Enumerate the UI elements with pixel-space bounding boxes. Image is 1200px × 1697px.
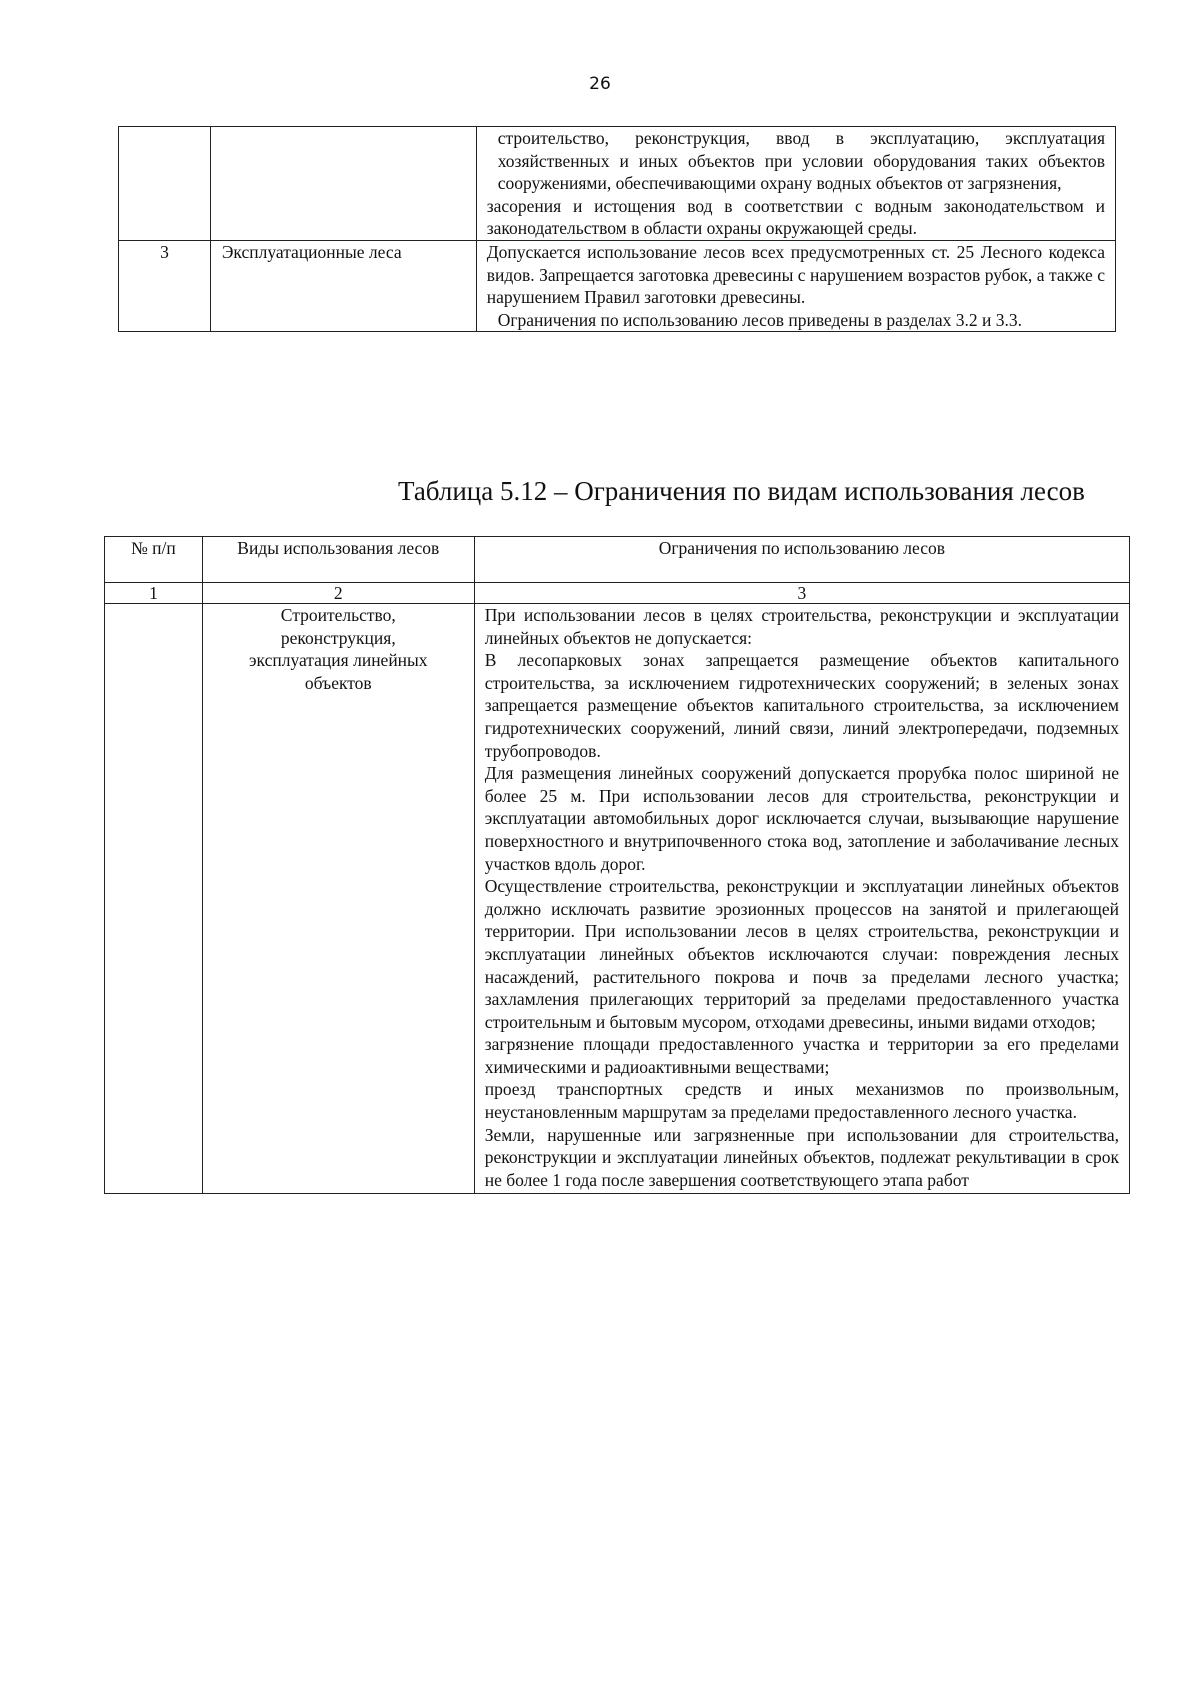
usage-type-cell bbox=[202, 604, 474, 1194]
restriction-paragraph: засорения и истощения вод в соответствии с водным законодательством и законодательством в области охраны окружающей среды. bbox=[486, 195, 1105, 239]
table-header-row bbox=[105, 537, 1130, 583]
page-number: 26 bbox=[589, 74, 611, 94]
restriction-paragraph: Ограничения по использованию лесов приведены в разделах 3.2 и 3.3. bbox=[497, 309, 1022, 330]
restrictions-cell bbox=[476, 240, 1115, 331]
restrictions-cell bbox=[476, 127, 1115, 241]
restriction-paragraph: Осуществление строительства, реконструкции и эксплуатации линейных объектов должно исключать развитие эрозионных процессов на занятой и прилегающей территории. При использовании лесов в целях строительства, реконструкции и эксплуатации линейных объектов исключаются случаи: повреждения лесных насаждений, растительного покрова и почв за пределами лесного участка; захламления прилегающих территорий за пределами предоставленного участка строительным и бытовым мусором, отходами древесины, иными видами отходов; bbox=[484, 876, 1119, 1032]
restrictions-table bbox=[104, 536, 1130, 1194]
forest-type-cell bbox=[210, 127, 476, 241]
restrictions-cell bbox=[474, 604, 1129, 1194]
table-row bbox=[119, 240, 1116, 331]
column-number-row bbox=[105, 583, 1130, 604]
column-number: 1 bbox=[105, 583, 203, 604]
row-number-cell bbox=[105, 604, 203, 1194]
column-number: 2 bbox=[202, 583, 474, 604]
table-row bbox=[105, 604, 1130, 1194]
restriction-paragraph: проезд транспортных средств и иных механизмов по произвольным, неустановленным маршрутам за пределами предоставленного лесного участка. bbox=[484, 1079, 1119, 1123]
header-usage-type: Виды использования лесов bbox=[202, 537, 474, 583]
row-number-cell: 3 bbox=[119, 240, 211, 331]
restriction-paragraph: Земли, нарушенные или загрязненные при использовании для строительства, реконструкции и эксплуатации линейных объектов, подлежат рекультивации в срок не более 1 года после завершения соответствующего этапа работ bbox=[484, 1124, 1119, 1190]
column-number: 3 bbox=[474, 583, 1129, 604]
restriction-paragraph: Для размещения линейных сооружений допускается прорубка полос шириной не более 25 м. При использовании лесов для строительства, реконструкции и эксплуатации автомобильных дорог исключается случаи, вызывающие нарушение поверхностного и внутрипочвенного стока вод, затопление и заболачивание лесных участков вдоль дорог. bbox=[484, 763, 1119, 874]
restriction-paragraph: В лесопарковых зонах запрещается размещение объектов капитального строительства, за исключением гидротехнических сооружений; в зеленых зонах запрещается размещение объектов капитального строительства, за исключением гидротехнических сооружений, линий связи, линий электропередачи, подземных трубопроводов. bbox=[484, 650, 1119, 761]
restriction-paragraph: Допускается использование лесов всех предусмотренных ст. 25 Лесного кодекса видов. Запрещается заготовка древесины с нарушением возрастов рубок, а также с нарушением Правил заготовки древесины. bbox=[486, 241, 1105, 308]
forest-type-cell: Эксплуатационные леса bbox=[210, 240, 476, 331]
table-caption: Таблица 5.12 – Ограничения по видам использования лесов bbox=[398, 476, 1085, 506]
usage-type-text: Строительство, реконструкция, эксплуатация линейных объектов bbox=[249, 605, 428, 693]
row-number-cell bbox=[119, 127, 211, 241]
restriction-paragraph: При использовании лесов в целях строительства, реконструкции и эксплуатации линейных объектов не допускается: bbox=[484, 605, 1119, 648]
restriction-paragraph: загрязнение площади предоставленного участка и территории за его пределами химическими и радиоактивными веществами; bbox=[484, 1034, 1119, 1077]
restriction-paragraph: строительство, реконструкция, ввод в эксплуатацию, эксплуатация хозяйственных и иных объектов при условии оборудования таких объектов сооружениями, обеспечивающими охрану водных объектов от загрязнения, bbox=[497, 128, 1105, 194]
header-number: № п/п bbox=[105, 537, 203, 583]
table-row bbox=[119, 127, 1116, 241]
continuation-table bbox=[118, 126, 1116, 332]
header-restrictions: Ограничения по использованию лесов bbox=[474, 537, 1129, 583]
